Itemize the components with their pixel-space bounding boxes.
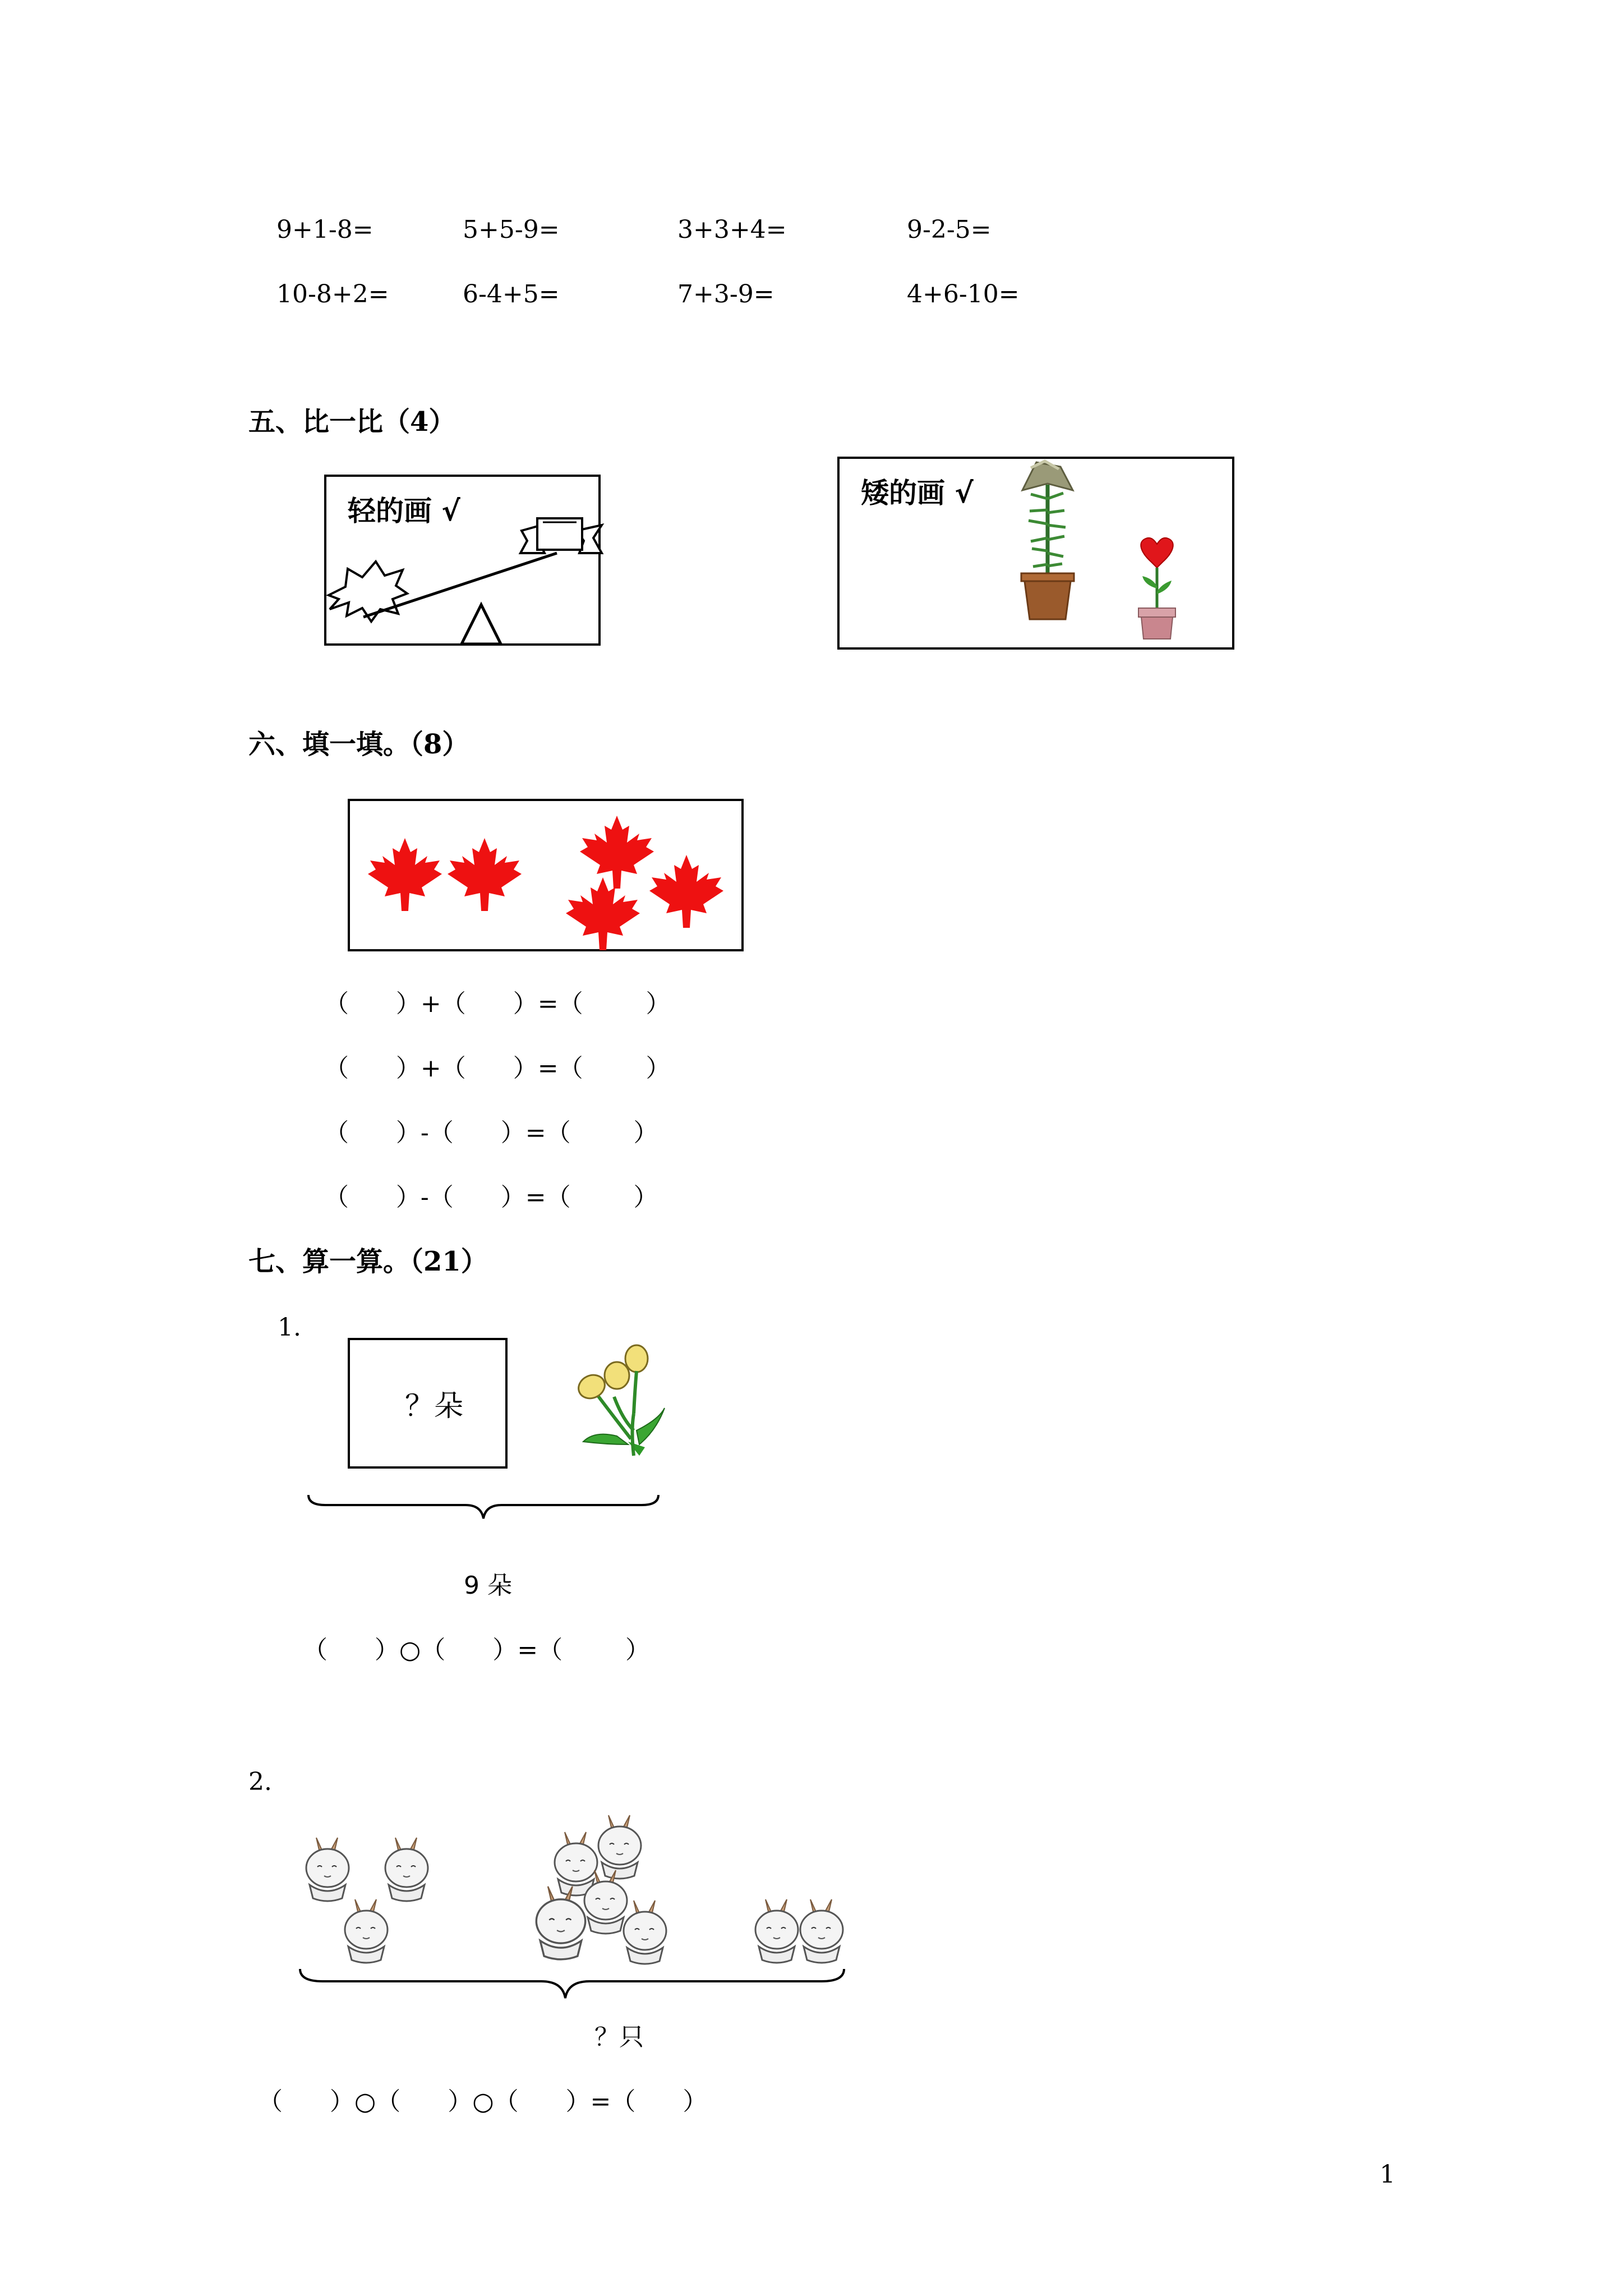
q1-brace xyxy=(303,1489,667,1523)
plants-illustration xyxy=(837,457,1234,650)
q2-brace xyxy=(294,1963,855,2008)
problem: 10-8+2= xyxy=(276,280,389,309)
problem: 9+1-8= xyxy=(276,215,374,244)
maple-leaf-icon xyxy=(448,838,522,911)
problem: 9-2-5= xyxy=(907,215,992,244)
maple-leaf-icon xyxy=(566,877,640,950)
tall-plant-icon xyxy=(1021,461,1074,619)
q2-equation: （ ）○（ ）○（ ）=（ ） xyxy=(258,2087,708,2116)
problem: 3+3+4= xyxy=(677,215,787,244)
maple-leaves xyxy=(348,799,744,951)
problem: 6-4+5= xyxy=(463,280,560,309)
rabbit-icon xyxy=(755,1899,798,1963)
tulip-flower-icon xyxy=(575,1345,665,1456)
maple-leaf-icon xyxy=(368,838,442,911)
section6-heading: 六、填一填。（8） xyxy=(248,729,469,760)
seesaw-illustration xyxy=(324,475,601,646)
page-number: 1 xyxy=(1380,2160,1395,2189)
problem: 4+6-10= xyxy=(907,280,1020,309)
box-light-label: 轻的画 √ xyxy=(348,495,460,527)
heart-flower-icon xyxy=(1138,538,1175,639)
q1-equation: （ ）○（ ）=（ ） xyxy=(303,1636,650,1664)
rabbit-icon xyxy=(800,1899,843,1963)
rabbit-icon xyxy=(345,1899,388,1963)
q2-total: ？只 xyxy=(594,2023,644,2051)
fill-equation: （ ）-（ ）=（ ） xyxy=(324,1119,658,1147)
fill-equation: （ ）-（ ）=（ ） xyxy=(324,1183,658,1212)
section5-heading: 五、比一比（4） xyxy=(248,406,456,438)
box-short-picture xyxy=(837,457,1234,650)
q1-number: 1. xyxy=(278,1313,301,1342)
q1-box-text: ？朵 xyxy=(405,1389,464,1423)
fill-equation: （ ）+（ ）=（ ） xyxy=(324,1054,671,1083)
rabbit-icon xyxy=(598,1815,641,1879)
section7-heading: 七、算一算。（21） xyxy=(248,1246,488,1277)
rabbit-icon xyxy=(385,1838,428,1901)
fill-equation: （ ）+（ ）=（ ） xyxy=(324,990,671,1018)
rabbit-icon xyxy=(624,1901,666,1964)
rabbit-icon xyxy=(536,1887,585,1959)
maple-leaves-box xyxy=(348,799,744,951)
box-short-label: 矮的画 √ xyxy=(861,477,974,509)
rabbit-icon xyxy=(584,1870,627,1934)
q1-unknown-box xyxy=(348,1338,508,1469)
fulcrum-triangle-icon xyxy=(462,605,501,644)
q1-total: 9 朵 xyxy=(464,1571,512,1600)
rabbits-illustration xyxy=(292,1795,909,1986)
q2-number: 2. xyxy=(248,1768,272,1796)
maple-leaf-icon xyxy=(580,816,654,889)
problem: 5+5-9= xyxy=(463,215,560,244)
banner-icon xyxy=(520,518,602,553)
box-light-picture xyxy=(324,475,601,646)
tulips-illustration xyxy=(561,1346,673,1458)
starburst-icon xyxy=(329,562,407,622)
rabbit-icon xyxy=(306,1838,349,1901)
maple-leaf-icon xyxy=(649,855,723,928)
problem: 7+3-9= xyxy=(677,280,774,309)
